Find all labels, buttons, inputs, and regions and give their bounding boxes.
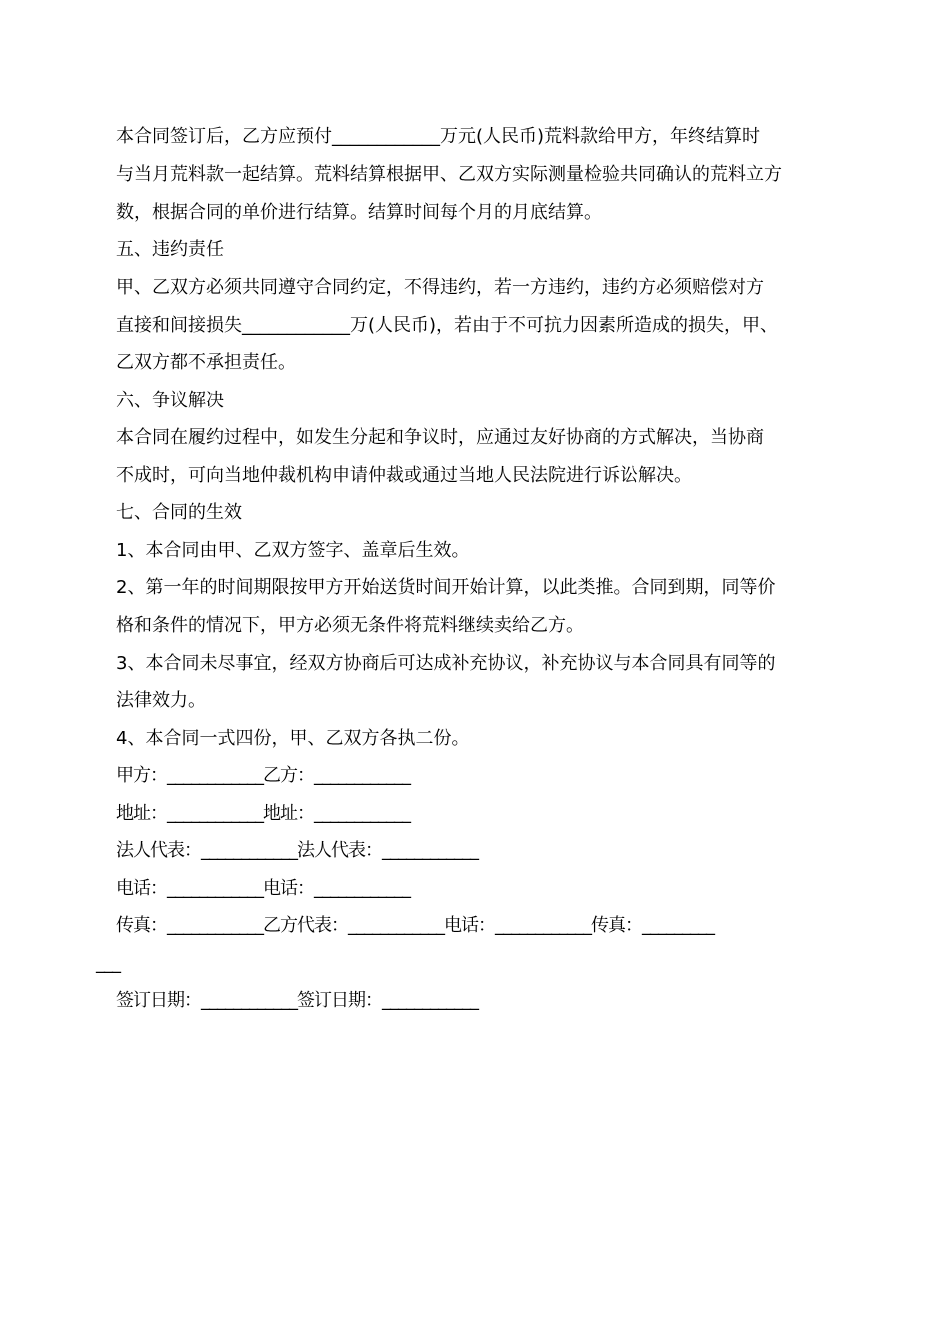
paragraph-liability-line2: 直接和间接损失____________万(人民币)，若由于不可抗力因素所造成的损失，甲、 xyxy=(116,315,779,336)
signature-fax-line2: ___ xyxy=(96,953,120,974)
paragraph-dispute-line2: 不成时，可向当地仲裁机构申请仲裁或通过当地人民法院进行诉讼解决。 xyxy=(116,465,692,486)
paragraph-liability-line1: 甲、乙双方必须共同遵守合同约定，不得违约，若一方违约，违约方必须赔偿对方 xyxy=(116,277,764,298)
signature-phone: 电话：____________电话：____________ xyxy=(116,878,410,899)
paragraph-prepayment-line1: 本合同签订后，乙方应预付____________万元(人民币)荒料款给甲方，年终结算时 xyxy=(116,126,761,147)
heading-liability: 五、违约责任 xyxy=(116,239,224,260)
clause-3-line1: 3、本合同未尽事宜，经双方协商后可达成补充协议，补充协议与本合同具有同等的 xyxy=(116,653,776,674)
signature-date: 签订日期：____________签订日期：____________ xyxy=(116,990,478,1011)
paragraph-liability-line3: 乙双方都不承担责任。 xyxy=(116,352,296,373)
clause-4: 4、本合同一式四份，甲、乙双方各执二份。 xyxy=(116,728,470,749)
clause-2-line2: 格和条件的情况下，甲方必须无条件将荒料继续卖给乙方。 xyxy=(116,615,584,636)
heading-effect: 七、合同的生效 xyxy=(116,502,242,523)
heading-dispute: 六、争议解决 xyxy=(116,390,224,411)
clause-3-line2: 法律效力。 xyxy=(116,690,206,711)
paragraph-dispute-line1: 本合同在履约过程中，如发生分起和争议时，应通过友好协商的方式解决，当协商 xyxy=(116,427,764,448)
signature-legal-rep: 法人代表：____________法人代表：____________ xyxy=(116,840,478,861)
paragraph-prepayment-line2: 与当月荒料款一起结算。荒料结算根据甲、乙双方实际测量检验共同确认的荒料立方 xyxy=(116,164,782,185)
signature-fax-line1: 传真：____________乙方代表：____________电话：____________传真：_________ xyxy=(116,915,714,936)
signature-party: 甲方：____________乙方：____________ xyxy=(116,765,410,786)
paragraph-prepayment-line3: 数，根据合同的单价进行结算。结算时间每个月的月底结算。 xyxy=(116,202,602,223)
clause-1: 1、本合同由甲、乙双方签字、盖章后生效。 xyxy=(116,540,470,561)
signature-address: 地址：____________地址：____________ xyxy=(116,803,410,824)
clause-2-line1: 2、第一年的时间期限按甲方开始送货时间开始计算，以此类推。合同到期，同等价 xyxy=(116,577,776,598)
